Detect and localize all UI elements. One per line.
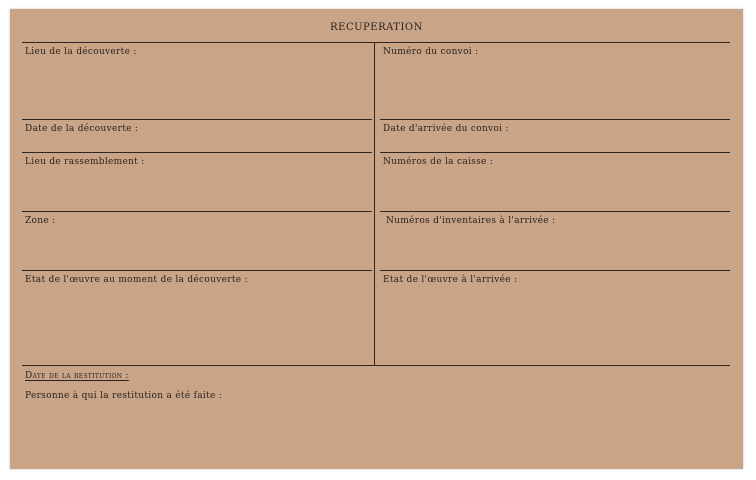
numero-convoi-label: Numéro du convoi :: [383, 47, 479, 57]
date-arrivee-convoi-label: Date d'arrivée du convoi :: [383, 124, 509, 134]
rule-right-4: [380, 270, 730, 271]
personne-restitution-label: Personne à qui la restitution a été faite :: [25, 391, 223, 401]
rule-right-1: [380, 119, 730, 120]
numeros-caisse-label: Numéros de la caisse :: [383, 157, 494, 167]
date-restitution-label: Date de la restitution :: [25, 371, 129, 381]
rule-left-3: [22, 211, 372, 212]
form-title: RECUPERATION: [330, 22, 423, 33]
rule-right-3: [380, 211, 730, 212]
rule-right-2: [380, 152, 730, 153]
rule-left-1: [22, 119, 372, 120]
date-decouverte-label: Date de la découverte :: [25, 124, 139, 134]
column-divider: [374, 42, 375, 365]
rule-left-4: [22, 270, 372, 271]
restitution-rule: [22, 365, 730, 366]
numeros-inventaires-label: Numéros d'inventaires à l'arrivée :: [386, 216, 556, 226]
lieu-rassemblement-label: Lieu de rassemblement :: [25, 157, 145, 167]
etat-decouverte-label: Etat de l'œuvre au moment de la découverte :: [25, 275, 248, 285]
rule-left-2: [22, 152, 372, 153]
lieu-decouverte-label: Lieu de la découverte :: [25, 47, 137, 57]
etat-arrivee-label: Etat de l'œuvre à l'arrivée :: [383, 275, 518, 285]
form-card: [10, 9, 743, 469]
header-rule: [22, 42, 730, 43]
zone-label: Zone :: [25, 216, 56, 226]
